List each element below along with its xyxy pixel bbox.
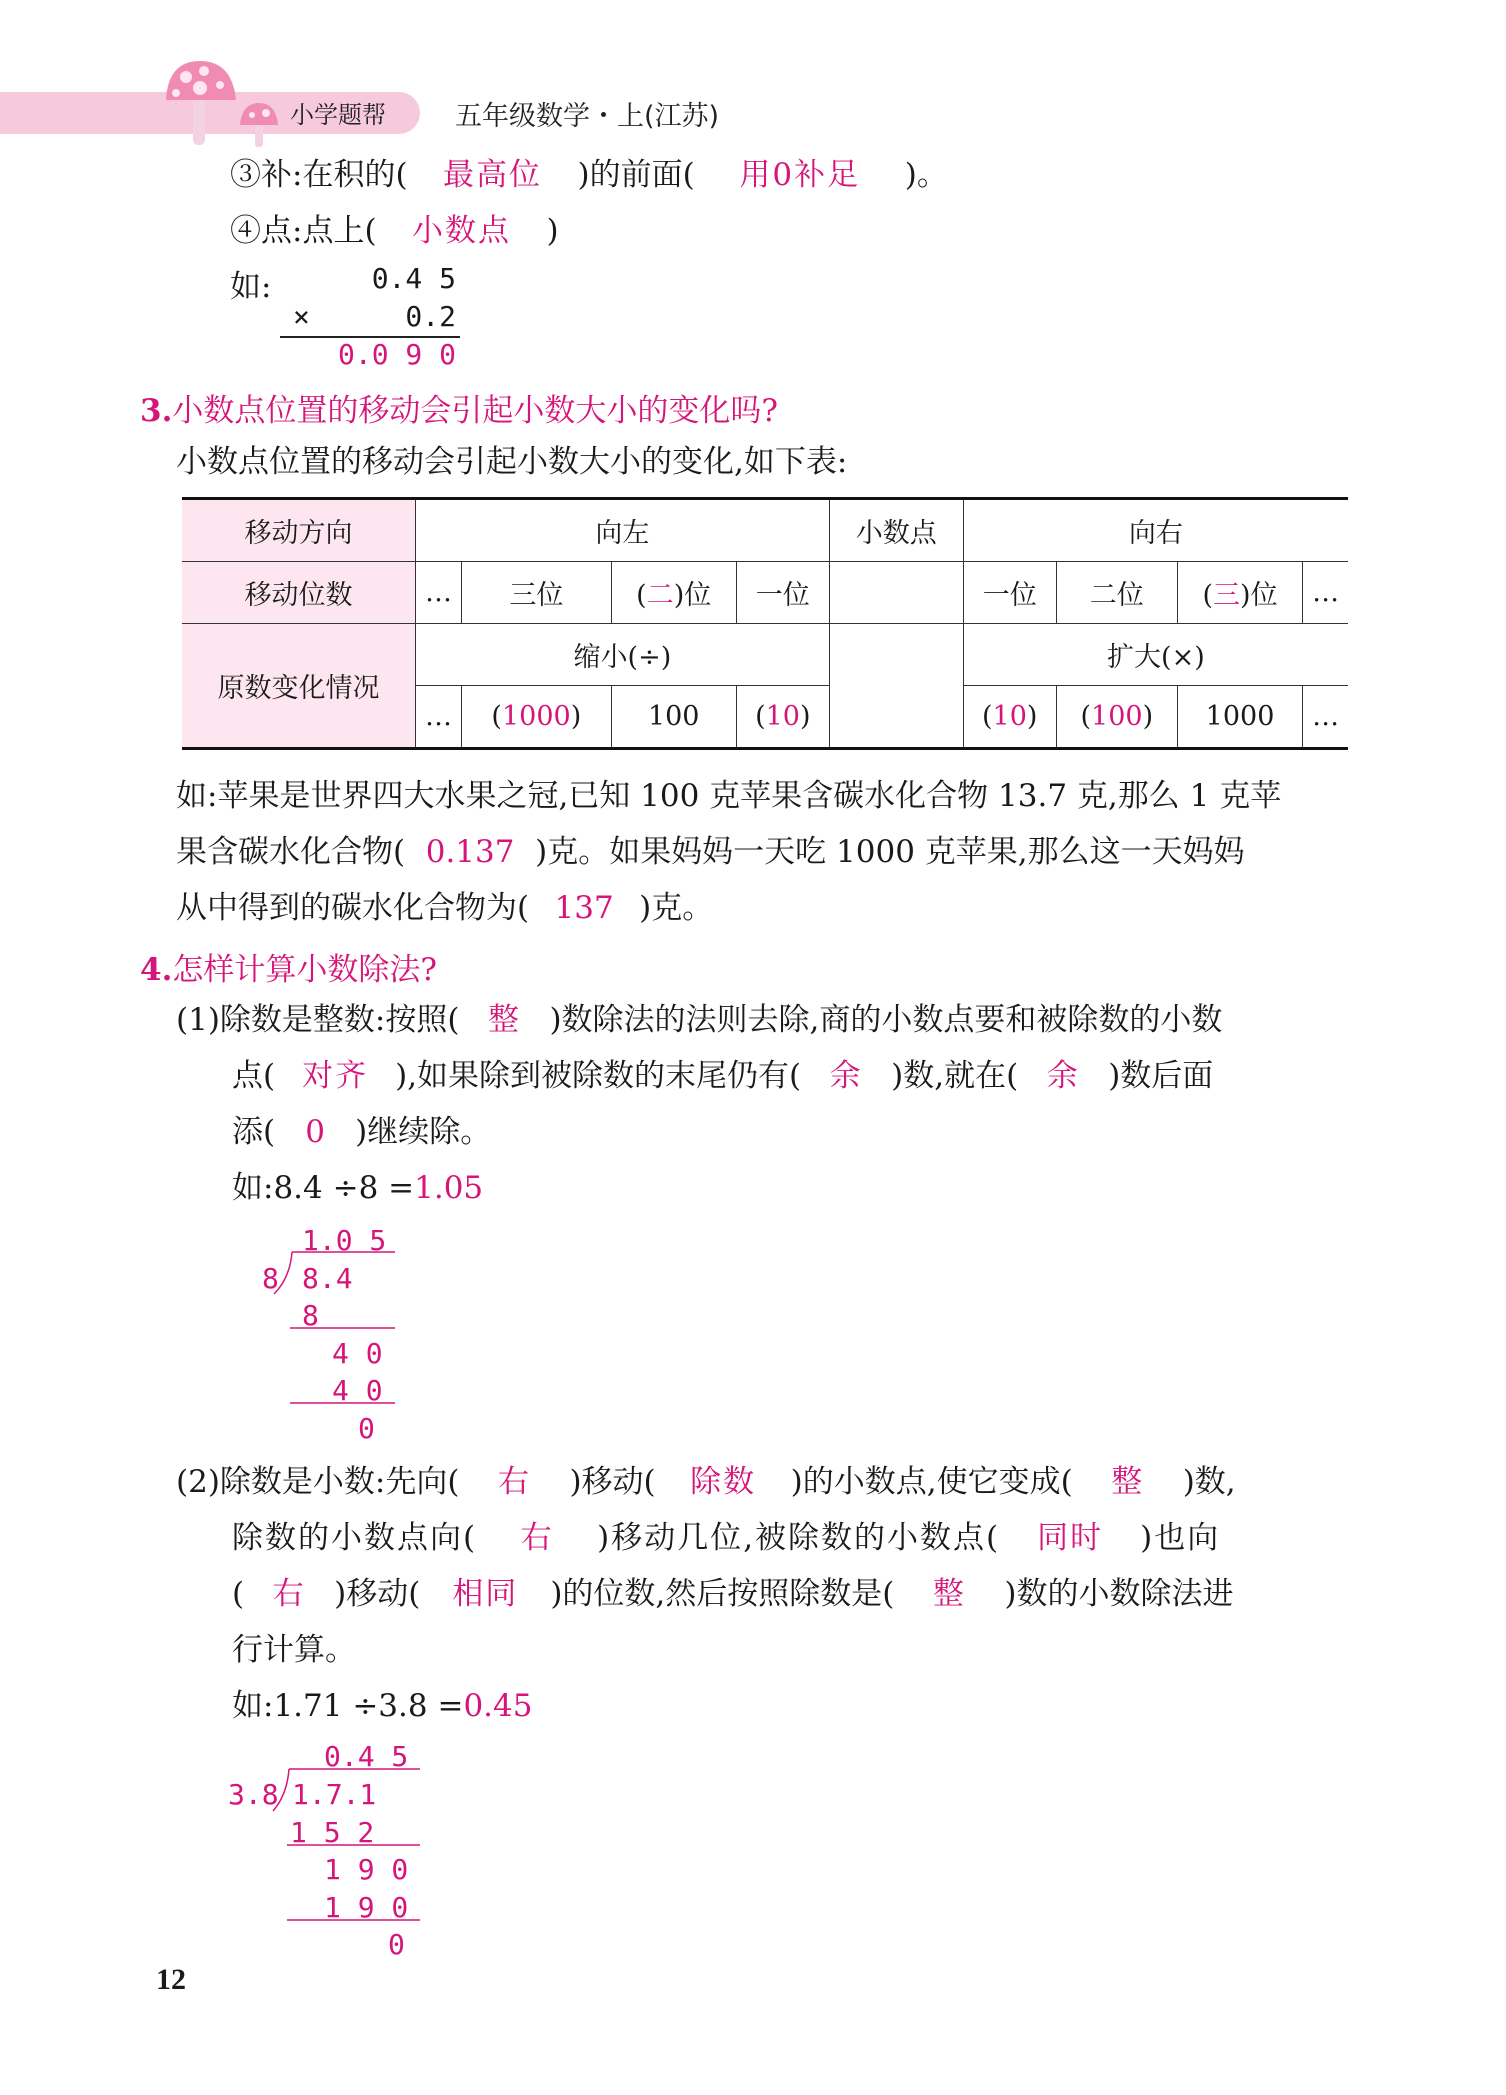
case1-line2: 点( 对齐 ),如果除到被除数的末尾仍有( 余 )数,就在( 余 )数后面 bbox=[232, 1058, 1214, 1094]
answer-integer: 整 bbox=[1111, 1464, 1145, 1500]
case1-line3: 添( 0 )继续除。 bbox=[232, 1114, 492, 1150]
enlarge-label: 扩大(×) bbox=[963, 624, 1348, 686]
answer-zero: 0 bbox=[305, 1114, 325, 1150]
answer-right: 右 bbox=[520, 1520, 554, 1556]
answer-decimal-point: 小数点 bbox=[412, 213, 512, 249]
times-operator: × bbox=[293, 300, 310, 333]
mushroom-icon bbox=[160, 55, 290, 150]
left-place-cell: 三位 bbox=[462, 562, 611, 624]
left-value-cell: (10) bbox=[736, 686, 829, 749]
answer-integer: 整 bbox=[487, 1002, 521, 1038]
center-label: 小数点 bbox=[829, 499, 963, 562]
brand-label: 小学题帮 bbox=[290, 101, 386, 129]
right-place-cell: (三)位 bbox=[1177, 562, 1302, 624]
left-value-cell: … bbox=[416, 686, 462, 749]
ld1-step: 4 0 bbox=[332, 1337, 383, 1370]
ld2-dividend: 1.7.1 bbox=[292, 1778, 377, 1811]
answer-1-05: 1.05 bbox=[414, 1170, 484, 1206]
case2-line1: (2)除数是小数:先向( 右 )移动( 除数 )的小数点,使它变成( 整 )数, bbox=[176, 1464, 1236, 1500]
section-4-heading: 4.怎样计算小数除法? bbox=[140, 952, 437, 988]
section-3-intro: 小数点位置的移动会引起小数大小的变化,如下表: bbox=[176, 444, 848, 480]
answer-fill-zero: 用0补足 bbox=[739, 157, 861, 193]
apple-example-line1: 如:苹果是世界四大水果之冠,已知 100 克苹果含碳水化合物 13.7 克,那么 1 克苹 bbox=[176, 778, 1282, 814]
right-value-cell: (10) bbox=[963, 686, 1056, 749]
case2-example: 如:1.71 ÷3.8 =0.45 bbox=[232, 1688, 533, 1724]
answer-highest-digit: 最高位 bbox=[443, 157, 543, 193]
left-value-cell: (1000) bbox=[462, 686, 611, 749]
answer-same: 相同 bbox=[452, 1576, 519, 1612]
left-value-cell: 100 bbox=[611, 686, 736, 749]
answer-0-45: 0.45 bbox=[463, 1688, 533, 1724]
example-label: 如: bbox=[230, 269, 272, 305]
answer-integer: 整 bbox=[932, 1576, 966, 1612]
answer-align: 对齐 bbox=[302, 1058, 369, 1094]
ld1-dividend: 8.4 bbox=[302, 1262, 353, 1295]
book-title: 五年级数学・上(江苏) bbox=[455, 101, 720, 132]
ld1-quotient: 1.0 5 bbox=[302, 1224, 387, 1257]
rule-4: ④点:点上( 小数点 ) bbox=[230, 213, 559, 249]
apple-example-line2: 果含碳水化合物( 0.137 )克。如果妈妈一天吃 1000 克苹果,那么这一天妈妈 bbox=[176, 834, 1245, 870]
center-empty-cell bbox=[829, 624, 963, 749]
product: 0.0 9 0 bbox=[337, 338, 456, 371]
row-header-change: 原数变化情况 bbox=[182, 624, 416, 749]
multiplicand: 0.4 5 bbox=[371, 262, 456, 295]
ld2-step: 1 9 0 bbox=[324, 1891, 409, 1924]
ld1-step: 8 bbox=[302, 1299, 319, 1332]
right-value-cell: (100) bbox=[1056, 686, 1177, 749]
right-place-cell: 二位 bbox=[1056, 562, 1177, 624]
ld1-step: 4 0 bbox=[332, 1374, 383, 1407]
answer-divisor: 除数 bbox=[690, 1464, 757, 1500]
rule-3: ③补:在积的( 最高位 )的前面( 用0补足 )。 bbox=[230, 157, 948, 193]
left-place-cell: (二)位 bbox=[611, 562, 736, 624]
section-3-heading: 3.小数点位置的移动会引起小数大小的变化吗? bbox=[140, 393, 778, 429]
right-value-cell: 1000 bbox=[1177, 686, 1302, 749]
left-place-cell: 一位 bbox=[736, 562, 829, 624]
ld2-quotient: 0.4 5 bbox=[324, 1740, 409, 1773]
case1-line1: (1)除数是整数:按照( 整 )数除法的法则去除,商的小数点要和被除数的小数 bbox=[176, 1002, 1223, 1038]
answer-137: 137 bbox=[554, 890, 614, 926]
case2-line4: 行计算。 bbox=[232, 1632, 356, 1668]
page-number: 12 bbox=[156, 1963, 186, 1996]
case1-example: 如:8.4 ÷8 =1.05 bbox=[232, 1170, 484, 1206]
ld1-divisor: 8 bbox=[262, 1262, 279, 1295]
row-header-direction: 移动方向 bbox=[182, 499, 416, 562]
row-header-places: 移动位数 bbox=[182, 562, 416, 624]
right-place-cell: 一位 bbox=[963, 562, 1056, 624]
ld2-remainder: 0 bbox=[388, 1928, 405, 1961]
left-place-cell: … bbox=[416, 562, 462, 624]
answer-right: 右 bbox=[272, 1576, 306, 1612]
decimal-shift-table bbox=[182, 497, 1348, 750]
ld2-divisor: 3.8 bbox=[228, 1778, 279, 1811]
ld2-step: 1 5 2 bbox=[290, 1816, 375, 1849]
answer-remainder: 余 bbox=[1046, 1058, 1080, 1094]
case2-line2: 除数的小数点向( 右 )移动几位,被除数的小数点( 同时 )也向 bbox=[232, 1520, 1221, 1556]
center-empty-cell bbox=[829, 562, 963, 624]
answer-remainder: 余 bbox=[829, 1058, 863, 1094]
ld1-remainder: 0 bbox=[358, 1412, 375, 1445]
answer-right: 右 bbox=[497, 1464, 531, 1500]
multiplier: 0.2 bbox=[405, 300, 456, 333]
answer-simultaneously: 同时 bbox=[1037, 1520, 1104, 1556]
right-value-cell: … bbox=[1303, 686, 1348, 749]
right-label: 向右 bbox=[963, 499, 1348, 562]
case2-line3: ( 右 )移动( 相同 )的位数,然后按照除数是( 整 )数的小数除法进 bbox=[232, 1576, 1234, 1612]
apple-example-line3: 从中得到的碳水化合物为( 137 )克。 bbox=[176, 890, 714, 926]
answer-0-137: 0.137 bbox=[425, 834, 515, 870]
left-label: 向左 bbox=[416, 499, 830, 562]
ld2-step: 1 9 0 bbox=[324, 1853, 409, 1886]
right-place-cell: … bbox=[1303, 562, 1348, 624]
shrink-label: 缩小(÷) bbox=[416, 624, 830, 686]
